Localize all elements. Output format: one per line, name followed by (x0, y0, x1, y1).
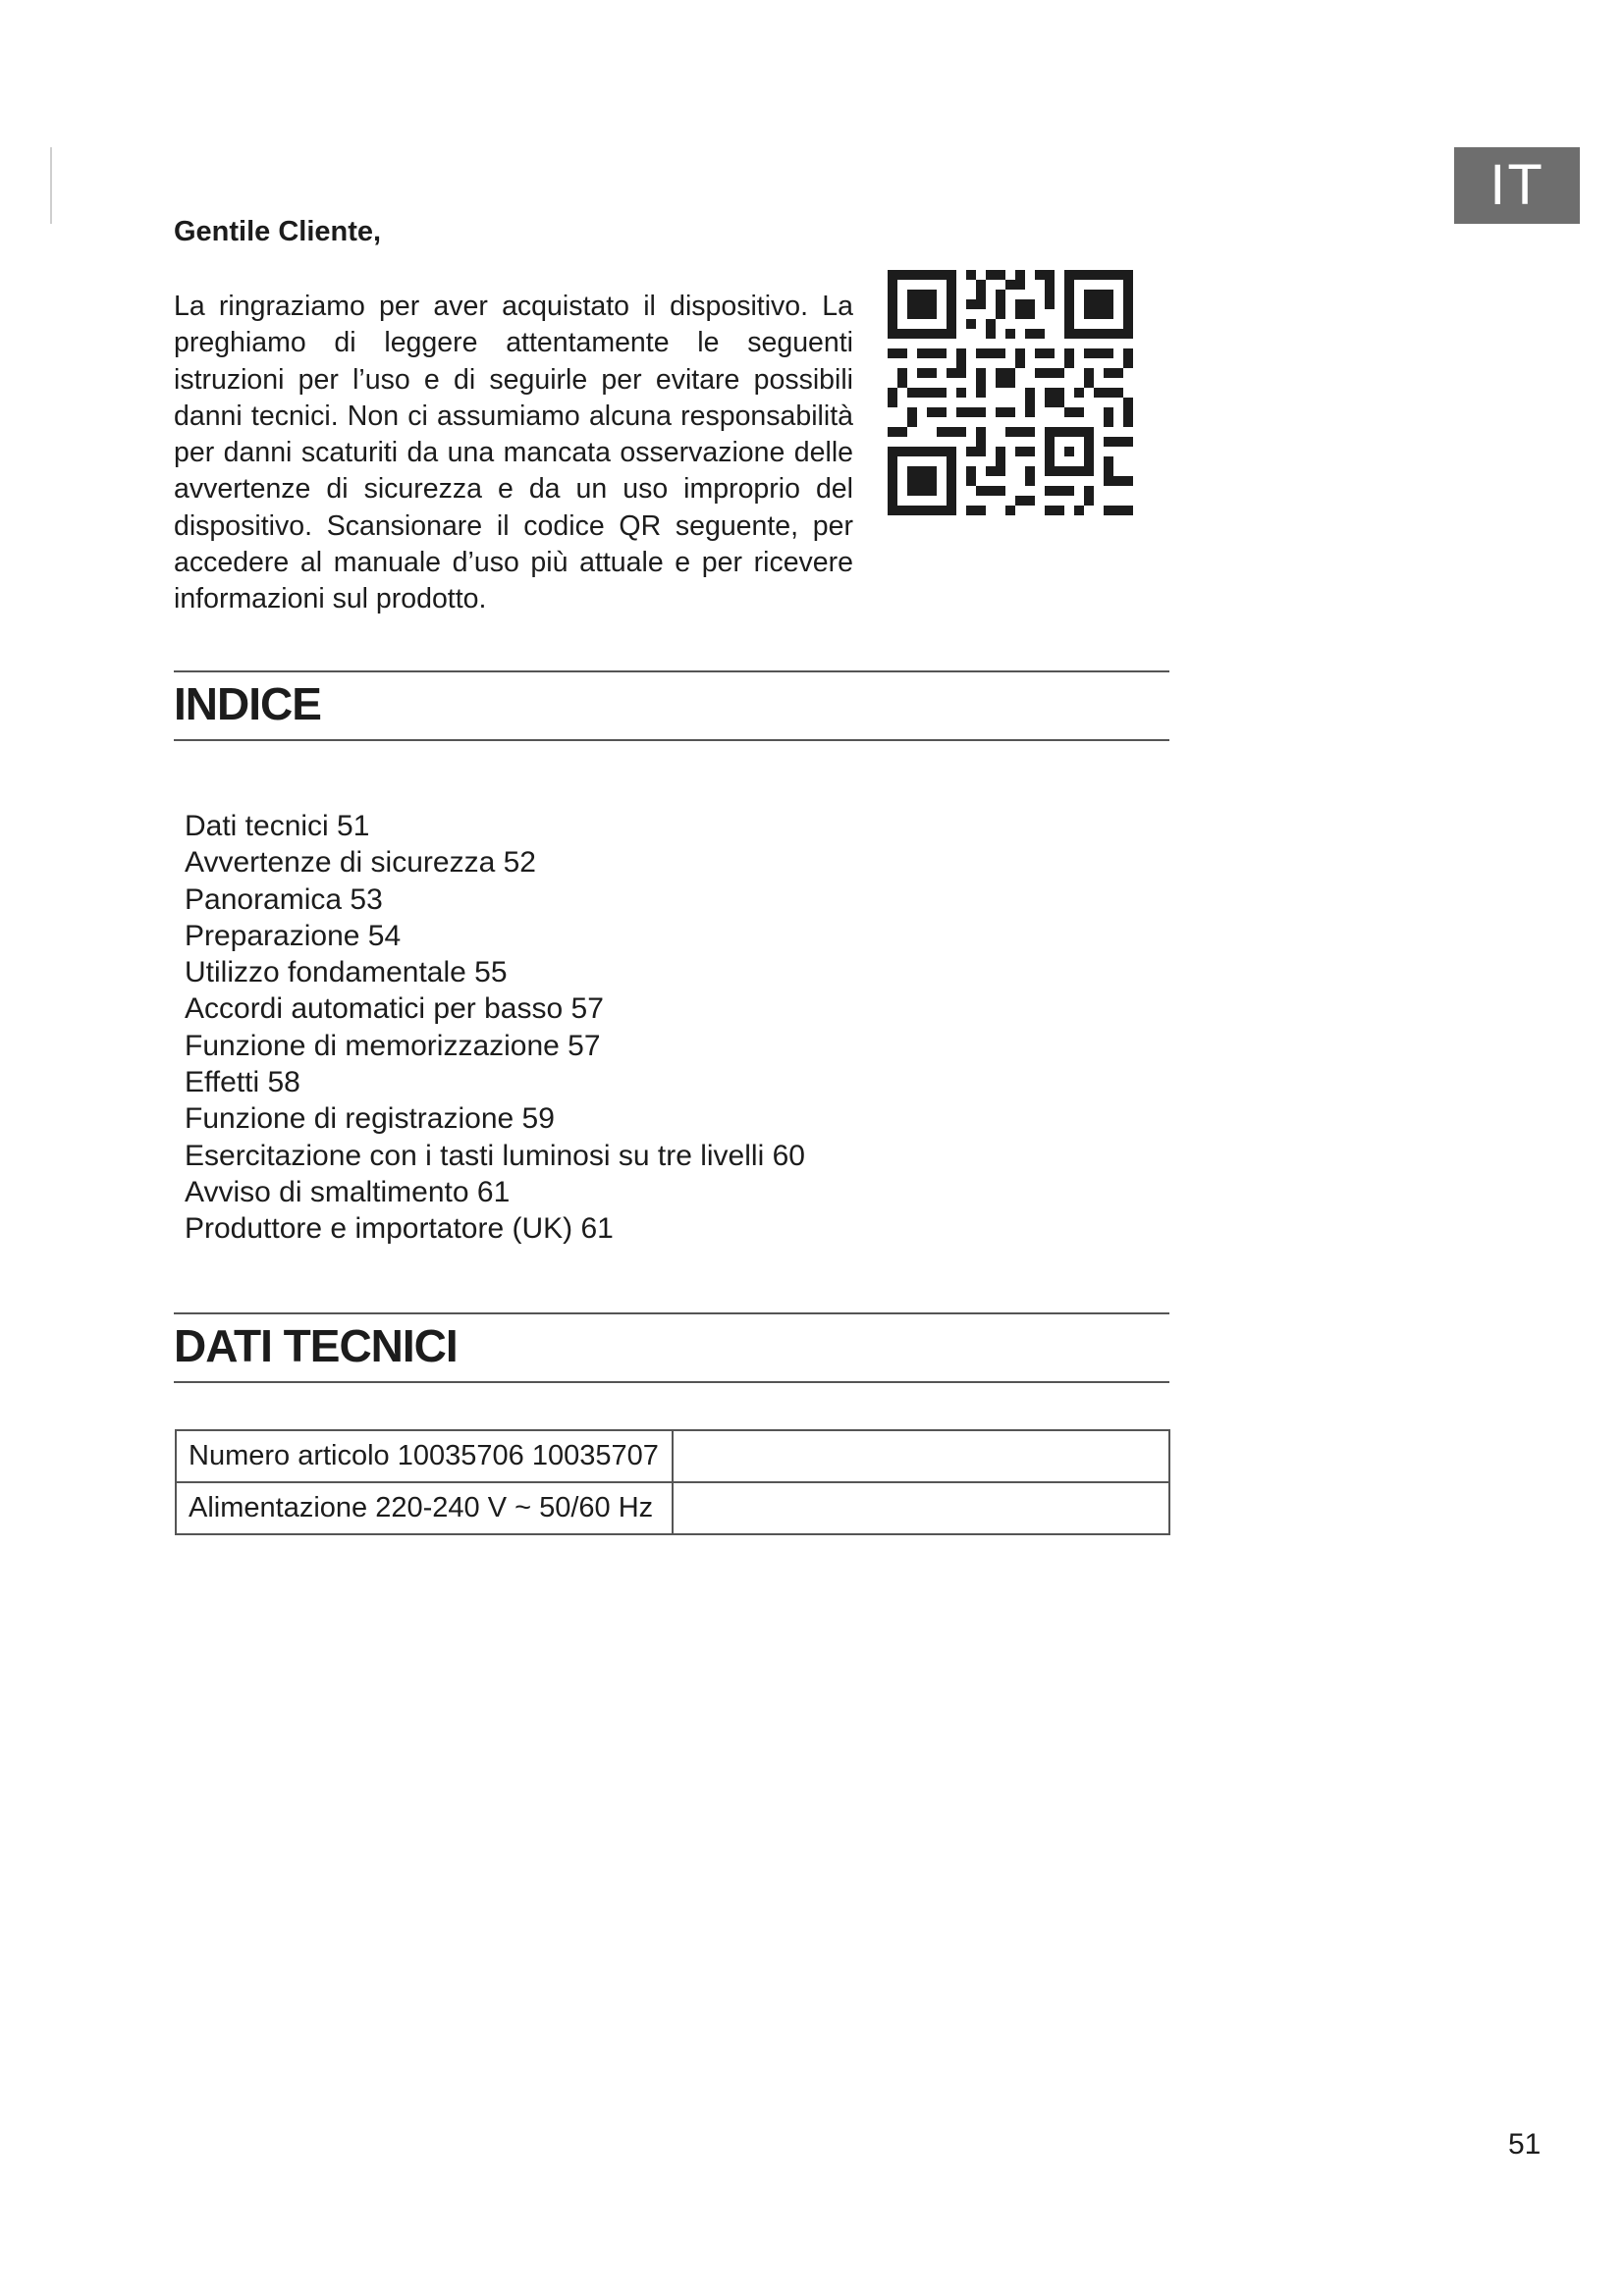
greeting: Gentile Cliente, (174, 216, 382, 247)
toc-item: Dati tecnici 51 (185, 810, 370, 842)
index-title: INDICE (174, 678, 321, 729)
tech-specs-table (175, 1429, 1170, 1535)
toc-item: Funzione di memorizzazione 57 (185, 1029, 601, 1062)
toc-item: Avviso di smaltimento 61 (185, 1175, 511, 1208)
tech-title: DATI TECNICI (174, 1320, 458, 1371)
qr-code-icon (888, 270, 1133, 515)
toc-item: Preparazione 54 (185, 919, 402, 952)
spec-label-article: Numero articolo 10035706 10035707 (176, 1430, 673, 1482)
spec-label-power: Alimentazione 220-240 V ~ 50/60 Hz (176, 1482, 673, 1534)
intro-paragraph: La ringraziamo per aver acquistato il dispositivo. La preghiamo di leggere attentamente le seguenti istruzioni per l’uso e di seguirle per evitare possibili danni tecnici. Non ci assumiamo alcuna responsabilità per danni scaturiti da una mancata osservazione delle avvertenze di sicurezza e da un uso improprio del dispositivo. Scansionare il codice QR seguente, per accedere al manuale d’uso più attuale e per ricevere informazioni sul prodotto. (174, 291, 853, 615)
page-number: 51 (1508, 2128, 1542, 2161)
tech-rule-bottom (174, 1381, 1169, 1383)
toc-item: Effetti 58 (185, 1066, 300, 1099)
toc-item: Utilizzo fondamentale 55 (185, 956, 508, 989)
index-rule-bottom (174, 739, 1169, 741)
spec-value-power (673, 1482, 1169, 1534)
toc-item: Accordi automatici per basso 57 (185, 992, 604, 1026)
spec-value-article (673, 1430, 1169, 1482)
table-row (176, 1482, 1169, 1534)
toc-item: Esercitazione con i tasti luminosi su tre livelli 60 (185, 1139, 805, 1172)
language-badge: IT (1454, 147, 1580, 224)
toc-item: Avvertenze di sicurezza 52 (185, 846, 536, 880)
toc-item: Panoramica 53 (185, 882, 383, 916)
margin-line (50, 147, 52, 224)
toc-item: Funzione di registrazione 59 (185, 1102, 555, 1136)
toc-item: Produttore e importatore (UK) 61 (185, 1212, 614, 1246)
index-rule-top (174, 670, 1169, 672)
table-row (176, 1430, 1169, 1482)
tech-rule-top (174, 1312, 1169, 1314)
table-of-contents (185, 808, 805, 1248)
